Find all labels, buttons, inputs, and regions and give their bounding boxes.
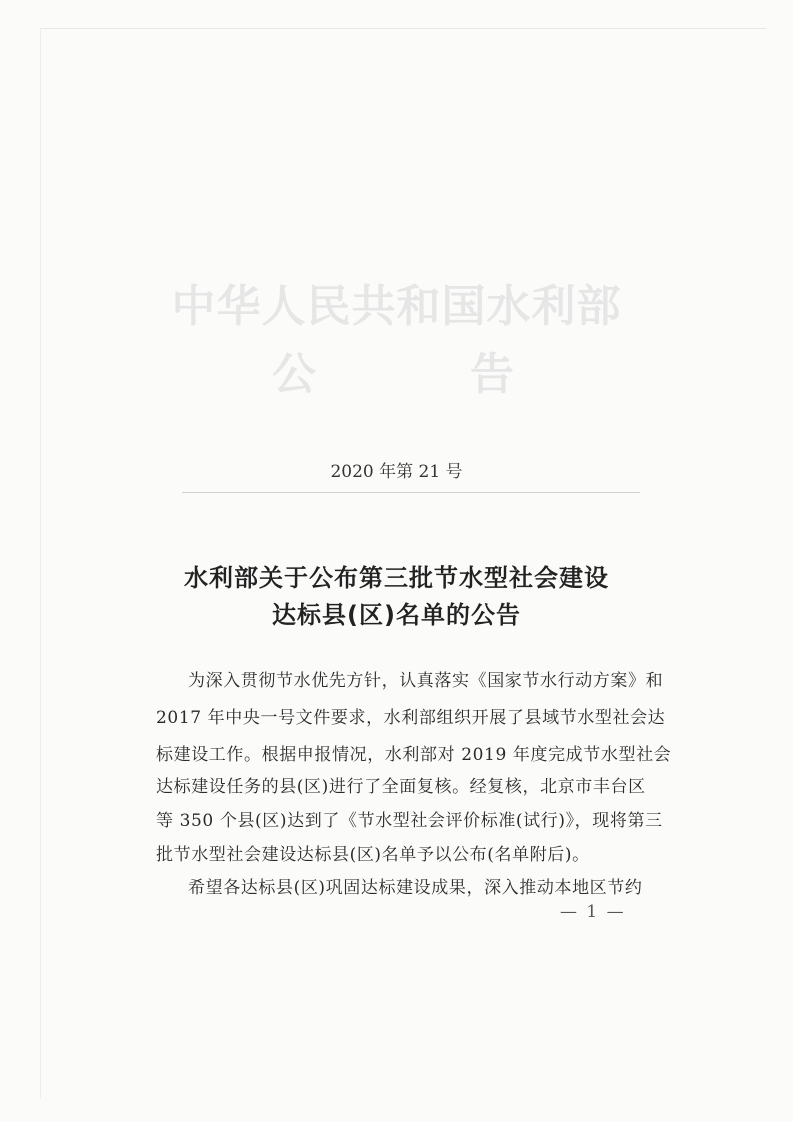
body-paragraph-line: 为深入贯彻节水优先方针，认真落实《国家节水行动方案》和 — [188, 671, 664, 691]
document-number: 2020 年第 21 号 — [330, 462, 463, 482]
document-title-line1: 水利部关于公布第三批节水型社会建设 — [184, 564, 609, 592]
header-divider — [182, 492, 640, 493]
document-title-line2: 达标县(区)名单的公告 — [272, 601, 521, 629]
letterhead-doc-type-char1: 公 — [272, 349, 316, 400]
letterhead-org-name: 中华人民共和国水利部 — [171, 281, 622, 332]
body-paragraph-line: 达标建设任务的县(区)进行了全面复核。经复核，北京市丰台区 — [156, 777, 646, 797]
letterhead-doc-type-char2: 告 — [470, 349, 514, 400]
page-number: — 1 — — [560, 902, 626, 922]
body-paragraph-line: 批节水型社会建设达标县(区)名单予以公布(名单附后)。 — [156, 845, 590, 865]
body-paragraph-line: 标建设工作。根据申报情况，水利部对 2019 年度完成节水型社会 — [156, 745, 672, 765]
body-paragraph-line: 2017 年中央一号文件要求，水利部组织开展了县域节水型社会达 — [156, 708, 666, 728]
body-paragraph-line: 希望各达标县(区)巩固达标建设成果，深入推动本地区节约 — [188, 878, 643, 898]
body-paragraph-line: 等 350 个县(区)达到了《节水型社会评价标准(试行)》，现将第三 — [156, 811, 663, 831]
